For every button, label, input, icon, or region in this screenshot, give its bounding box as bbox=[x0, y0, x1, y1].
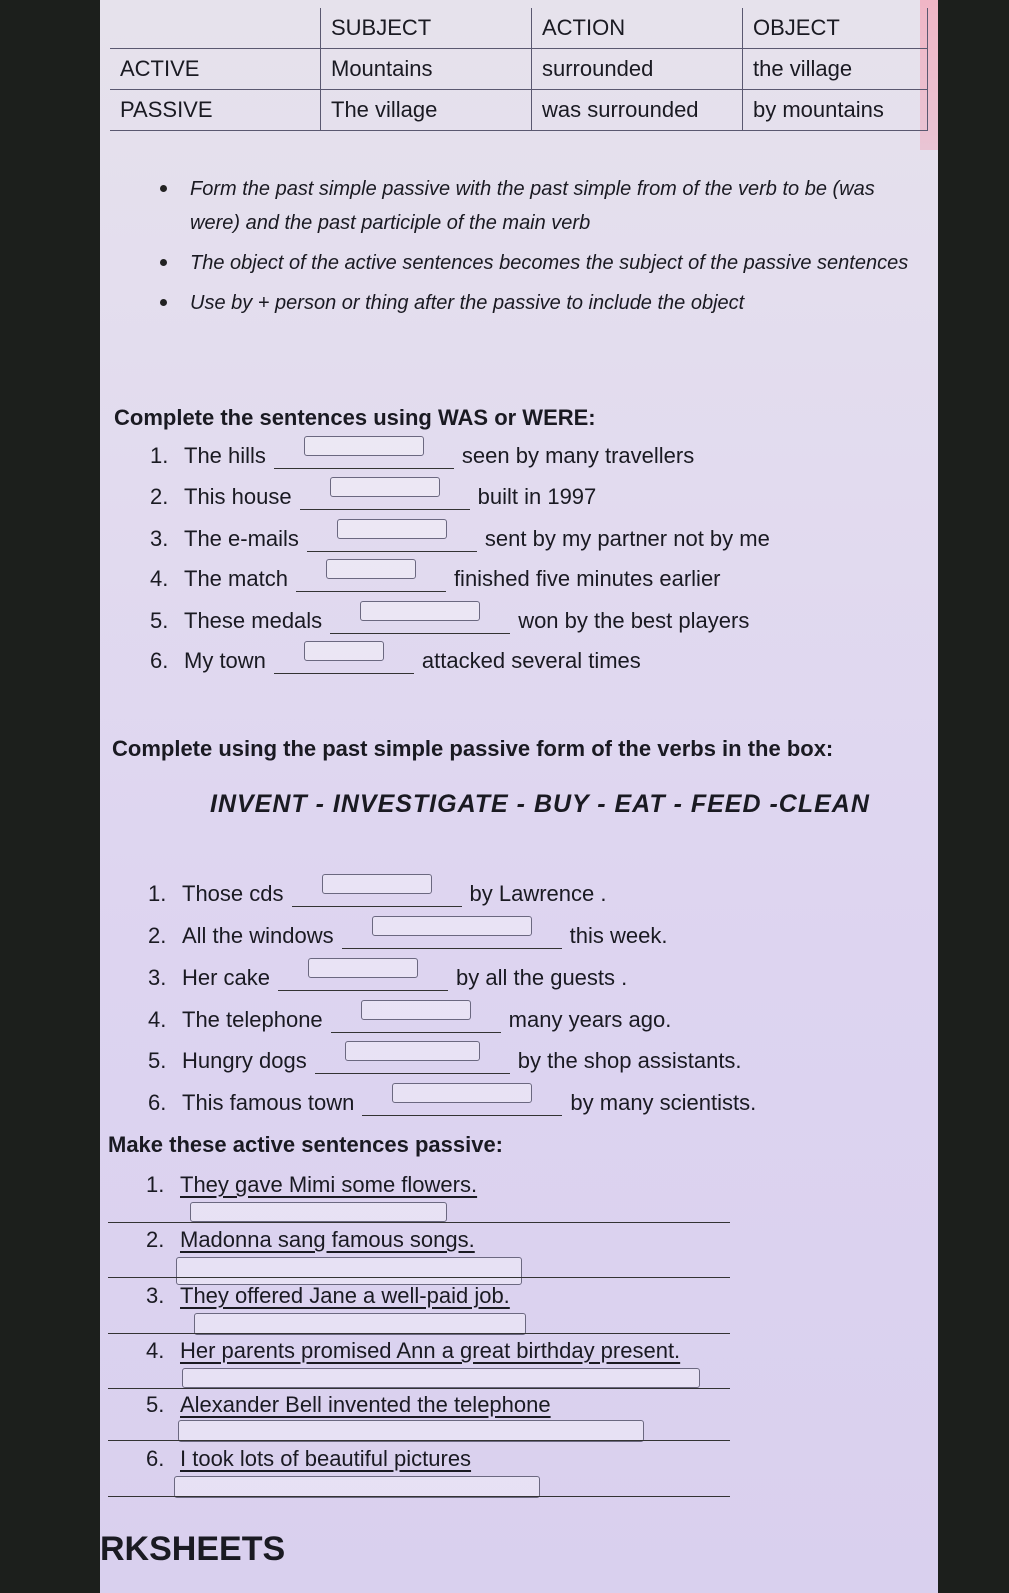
item-number: 3. bbox=[150, 526, 169, 551]
item-number: 3. bbox=[148, 965, 167, 990]
answer-blank[interactable] bbox=[315, 1045, 510, 1074]
answer-blank[interactable] bbox=[296, 563, 446, 592]
item-number: 6. bbox=[146, 1446, 165, 1471]
item-text-after: this week. bbox=[569, 923, 668, 948]
item-number: 3. bbox=[146, 1283, 165, 1308]
answer-blank[interactable] bbox=[342, 920, 562, 949]
answer-line[interactable] bbox=[108, 1277, 730, 1278]
item-number: 5. bbox=[150, 608, 169, 633]
section2-heading: Complete using the past simple passive form of the verbs in the box: bbox=[112, 736, 834, 761]
answer-blank[interactable] bbox=[274, 645, 414, 674]
answer-box[interactable] bbox=[322, 874, 432, 894]
item-text-after: seen by many travellers bbox=[461, 443, 695, 468]
answer-line[interactable] bbox=[108, 1496, 730, 1497]
list-item bbox=[150, 481, 596, 510]
section1-heading: Complete the sentences using WAS or WERE: bbox=[114, 405, 596, 430]
item-number: 2. bbox=[146, 1227, 165, 1252]
answer-box[interactable] bbox=[361, 1000, 471, 1020]
item-text-after: by many scientists. bbox=[570, 1090, 757, 1115]
item-text-before: Those cds bbox=[182, 881, 284, 906]
item-text-before: Her cake bbox=[182, 965, 271, 990]
section3-heading: Make these active sentences passive: bbox=[108, 1132, 504, 1157]
list-item bbox=[150, 523, 770, 552]
item-number: 4. bbox=[148, 1007, 167, 1032]
item-text-after: by Lawrence . bbox=[469, 881, 607, 906]
table-cell bbox=[110, 8, 321, 49]
item-number: 4. bbox=[150, 566, 169, 591]
item-text: Her parents promised Ann a great birthday present. bbox=[180, 1338, 681, 1363]
list-item bbox=[150, 440, 694, 469]
list-item bbox=[150, 645, 641, 674]
answer-box[interactable] bbox=[372, 916, 532, 936]
answer-blank[interactable] bbox=[278, 962, 448, 991]
item-number: 5. bbox=[146, 1392, 165, 1417]
answer-box[interactable] bbox=[326, 559, 416, 579]
table-header-object: OBJECT bbox=[743, 8, 928, 49]
rule-item: Form the past simple passive with the past simple from of the verb to be (was were) and the past participle of the main verb bbox=[160, 172, 930, 240]
list-item bbox=[146, 1338, 680, 1364]
list-item bbox=[148, 920, 667, 949]
item-text: Madonna sang famous songs. bbox=[180, 1227, 475, 1252]
item-text-before: The telephone bbox=[182, 1007, 323, 1032]
answer-line[interactable] bbox=[108, 1333, 730, 1334]
item-text: Alexander Bell invented the telephone bbox=[180, 1392, 551, 1417]
item-text: They gave Mimi some flowers. bbox=[180, 1172, 478, 1197]
answer-box[interactable] bbox=[392, 1083, 532, 1103]
table-cell: by mountains bbox=[743, 90, 928, 131]
answer-line[interactable] bbox=[108, 1388, 730, 1389]
list-item bbox=[150, 605, 749, 634]
table-cell: The village bbox=[321, 90, 532, 131]
answer-box[interactable] bbox=[190, 1202, 447, 1222]
rules-list bbox=[160, 172, 930, 326]
table-header-action: ACTION bbox=[532, 8, 743, 49]
table-header-subject: SUBJECT bbox=[321, 8, 532, 49]
worksheet-page bbox=[100, 0, 938, 1593]
item-number: 5. bbox=[148, 1048, 167, 1073]
table-cell: was surrounded bbox=[532, 90, 743, 131]
list-item bbox=[148, 878, 606, 907]
table-row bbox=[110, 90, 928, 131]
item-text-after: by the shop assistants. bbox=[517, 1048, 742, 1073]
answer-box[interactable] bbox=[308, 958, 418, 978]
item-text-after: many years ago. bbox=[508, 1007, 672, 1032]
item-number: 2. bbox=[148, 923, 167, 948]
answer-box[interactable] bbox=[182, 1368, 700, 1388]
item-text-after: sent by my partner not by me bbox=[484, 526, 770, 551]
list-item bbox=[148, 1004, 671, 1033]
item-text-before: The match bbox=[184, 566, 288, 591]
list-item bbox=[148, 962, 627, 991]
list-item bbox=[146, 1172, 477, 1198]
item-number: 1. bbox=[146, 1172, 165, 1197]
list-item bbox=[146, 1227, 475, 1253]
rule-item: Use by + person or thing after the passive to include the object bbox=[160, 286, 930, 320]
answer-box[interactable] bbox=[330, 477, 440, 497]
verb-box: INVENT - INVESTIGATE - BUY - EAT - FEED -CLEAN bbox=[210, 790, 870, 818]
list-item bbox=[148, 1045, 742, 1074]
item-text-before: My town bbox=[184, 648, 266, 673]
answer-blank[interactable] bbox=[330, 605, 510, 634]
item-text: I took lots of beautiful pictures bbox=[180, 1446, 472, 1471]
answer-box[interactable] bbox=[360, 601, 480, 621]
item-text-before: The hills bbox=[184, 443, 266, 468]
list-item bbox=[150, 563, 721, 592]
answer-box[interactable] bbox=[174, 1476, 540, 1498]
item-text-after: won by the best players bbox=[518, 608, 750, 633]
answer-blank[interactable] bbox=[274, 440, 454, 469]
list-item bbox=[146, 1446, 471, 1472]
answer-box[interactable] bbox=[194, 1313, 526, 1335]
item-number: 4. bbox=[146, 1338, 165, 1363]
item-text-after: attacked several times bbox=[421, 648, 641, 673]
answer-blank[interactable] bbox=[292, 878, 462, 907]
table-row bbox=[110, 49, 928, 90]
table-header-row bbox=[110, 8, 928, 49]
item-text-before: These medals bbox=[184, 608, 323, 633]
footer-brand: RKSHEETS bbox=[100, 1530, 286, 1568]
table-cell: PASSIVE bbox=[110, 90, 321, 131]
answer-blank[interactable] bbox=[362, 1087, 562, 1116]
answer-box[interactable] bbox=[176, 1257, 522, 1285]
item-text-before: Hungry dogs bbox=[182, 1048, 307, 1073]
item-number: 1. bbox=[148, 881, 167, 906]
table-cell: surrounded bbox=[532, 49, 743, 90]
list-item bbox=[148, 1087, 756, 1116]
item-text-before: This house bbox=[184, 484, 292, 509]
table-cell: the village bbox=[743, 49, 928, 90]
list-item bbox=[146, 1392, 551, 1418]
answer-box[interactable] bbox=[178, 1420, 644, 1442]
answer-blank[interactable] bbox=[307, 523, 477, 552]
answer-box[interactable] bbox=[304, 641, 384, 661]
answer-blank[interactable] bbox=[331, 1004, 501, 1033]
item-text-before: The e-mails bbox=[184, 526, 299, 551]
item-text-after: built in 1997 bbox=[477, 484, 597, 509]
item-text-after: finished five minutes earlier bbox=[453, 566, 721, 591]
item-number: 1. bbox=[150, 443, 169, 468]
answer-box[interactable] bbox=[345, 1041, 480, 1061]
rule-item: The object of the active sentences becomes the subject of the passive sentences bbox=[160, 246, 930, 280]
list-item bbox=[146, 1283, 510, 1309]
answer-box[interactable] bbox=[304, 436, 424, 456]
answer-blank[interactable] bbox=[300, 481, 470, 510]
item-number: 6. bbox=[150, 648, 169, 673]
item-number: 6. bbox=[148, 1090, 167, 1115]
answer-line[interactable] bbox=[108, 1222, 730, 1223]
item-text-before: All the windows bbox=[182, 923, 334, 948]
answer-box[interactable] bbox=[337, 519, 447, 539]
item-text-before: This famous town bbox=[182, 1090, 355, 1115]
item-number: 2. bbox=[150, 484, 169, 509]
item-text-after: by all the guests . bbox=[456, 965, 628, 990]
grammar-table bbox=[110, 8, 928, 131]
item-text: They offered Jane a well-paid job. bbox=[180, 1283, 510, 1308]
table-cell: Mountains bbox=[321, 49, 532, 90]
answer-line[interactable] bbox=[108, 1440, 730, 1441]
table-cell: ACTIVE bbox=[110, 49, 321, 90]
